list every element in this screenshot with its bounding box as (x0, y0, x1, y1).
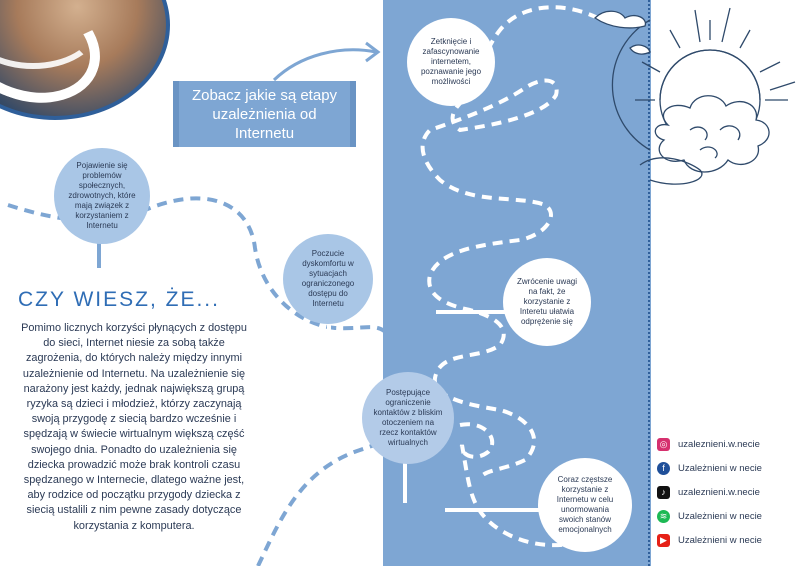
stage-bubble-1 (407, 18, 495, 106)
stage-bubble-5 (283, 234, 373, 324)
instagram-icon: ◎ (657, 438, 670, 451)
stage-text: Coraz częstsze korzystanie z Internetu w celu unormowania swoich stanów emocjonalnych (556, 475, 614, 534)
facebook-icon: f (657, 462, 670, 475)
social-spotify[interactable] (657, 507, 797, 525)
section-heading: CZY WIESZ, ŻE... (18, 288, 220, 311)
social-facebook[interactable] (657, 459, 797, 477)
banner-text: Zobacz jakie są etapy uzależnienia od Internetu (191, 86, 338, 142)
social-label: uzaleznieni.w.necie (678, 438, 760, 450)
stage-text: Poczucie dyskomfortu w sytuacjach ograniczonego dostępu do Internetu (301, 249, 355, 308)
stage-text: Zwrócenie uwagi na fakt, że korzystanie z Interetu ułatwia odprężenie się (516, 277, 578, 326)
social-label: Uzależnieni w necie (678, 510, 762, 522)
social-instagram[interactable] (657, 435, 797, 453)
social-label: uzaleznieni.w.necie (678, 486, 760, 498)
stages-banner (173, 81, 356, 147)
arrow-line (274, 50, 376, 80)
stage-bubble-3 (538, 458, 632, 552)
spotify-icon: ≋ (657, 510, 670, 523)
social-youtube[interactable] (657, 531, 797, 549)
stage-text: Postępujące ograniczenie kontaktów z bliskim otoczeniem na rzecz kontaktów wirtualnych (373, 388, 443, 447)
stage-bubble-2 (503, 258, 591, 346)
stage-bubble-4 (362, 372, 454, 464)
youtube-icon: ▶ (657, 534, 670, 547)
sun-illustration (595, 8, 795, 184)
tiktok-icon: ♪ (657, 486, 670, 499)
stage-bubble-6 (54, 148, 150, 244)
social-tiktok[interactable] (657, 483, 797, 501)
social-label: Uzależnieni w necie (678, 462, 762, 474)
social-label: Uzależnieni w necie (678, 534, 762, 546)
stage-text: Pojawienie się problemów społecznych, zdrowotnych, które mają związek z korzystaniem z Internetu (68, 161, 136, 230)
intro-paragraph: Pomimo licznych korzyści płynących z dostępu do sieci, Internet niesie za sobą także zagrożenia, do których należy między innymi uzależnienie od Internetu. Na uzależnienie się narażony jest każdy, jednak największą grupą ryzyka są dzieci i młodzież, którzy zaczynają swoją przygodę z siecią bardzo wcześnie i spędzają w świecie wirtualnym większą część swojego dnia. Ponadto do uzależnienia się dziecka prowadzić może brak kontroli czasu spędzanego w Internecie, dlatego ważne jest, aby rodzice od początku przygody dziecka z siecią ustalili z nim pewne zasady dotyczące korzystania z komputera. (21, 322, 247, 532)
stage-text: Zetknięcie i zafascynowanie internetem, poznawanie jego możliwości (420, 37, 482, 86)
